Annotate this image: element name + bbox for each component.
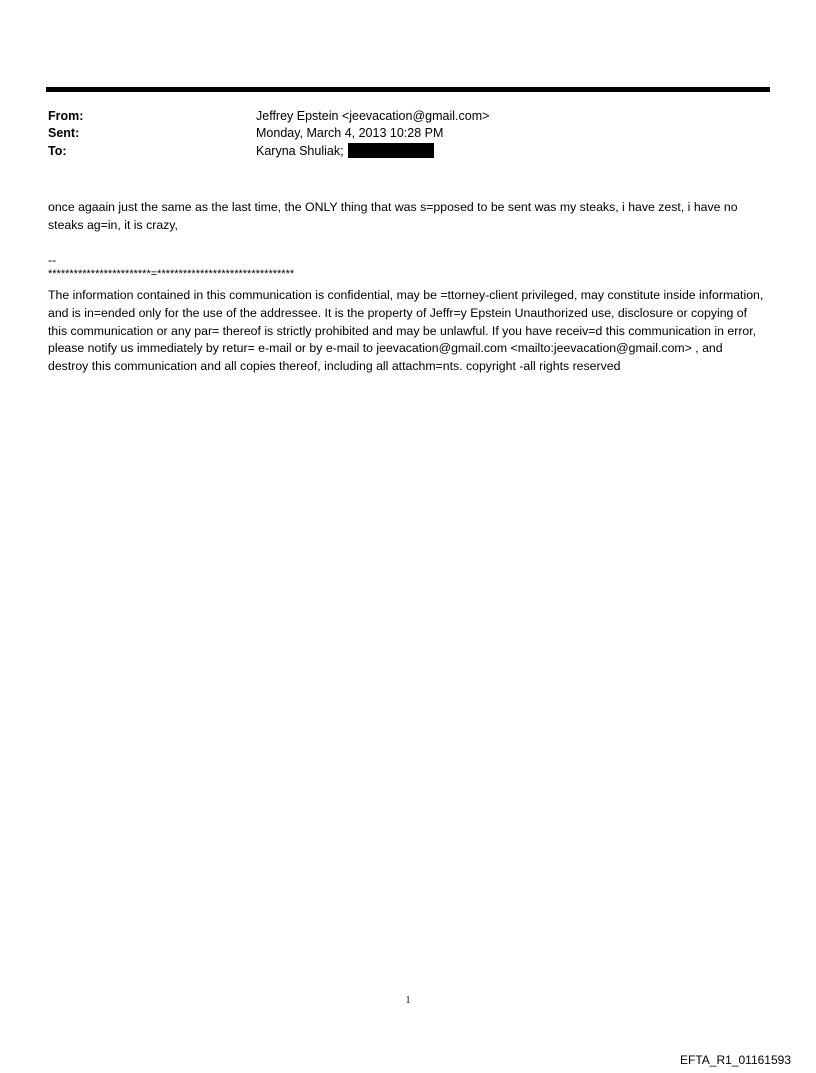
confidentiality-disclaimer: The information contained in this communication is confidential, may be =ttorney-client privileged, may constitute inside information, and is in=ended only for the use of the addressee. It is the property of Jeffr=y Epstein Unauthorized use, disclosure or copying of this communication or any par= thereof is strictly prohibited and may be unlawful. If you have receiv=d this communication in error, please notify us immediately by retur= e-mail or by e-mail to jeevacation@gmail.com <mailto:jeevacation@gmail.com> , and destroy this communication and all copies thereof, including all attachm=nts. copyright -all rights reserved — [48, 288, 764, 374]
message-body: once agaain just the same as the last time, the ONLY thing that was s=pposed to be sent was my steaks, i have zest, i have no steaks ag=in, it is crazy, — [48, 200, 738, 232]
to-value-wrap — [256, 143, 434, 160]
bates-number: EFTA_R1_01161593 — [680, 1053, 791, 1067]
from-label: From: — [48, 109, 84, 123]
header-rule — [46, 87, 770, 92]
signature-stars: ************************=******************************** — [48, 268, 295, 280]
sent-value: Monday, March 4, 2013 10:28 PM — [256, 126, 444, 140]
signature-dashes: -- — [48, 253, 57, 267]
to-value: Karyna Shuliak; — [256, 144, 344, 158]
page-number: 1 — [405, 995, 411, 1006]
from-value: Jeffrey Epstein <jeevacation@gmail.com> — [256, 109, 490, 123]
sent-label: Sent: — [48, 126, 80, 140]
to-label: To: — [48, 144, 67, 158]
redaction-box — [348, 143, 434, 158]
